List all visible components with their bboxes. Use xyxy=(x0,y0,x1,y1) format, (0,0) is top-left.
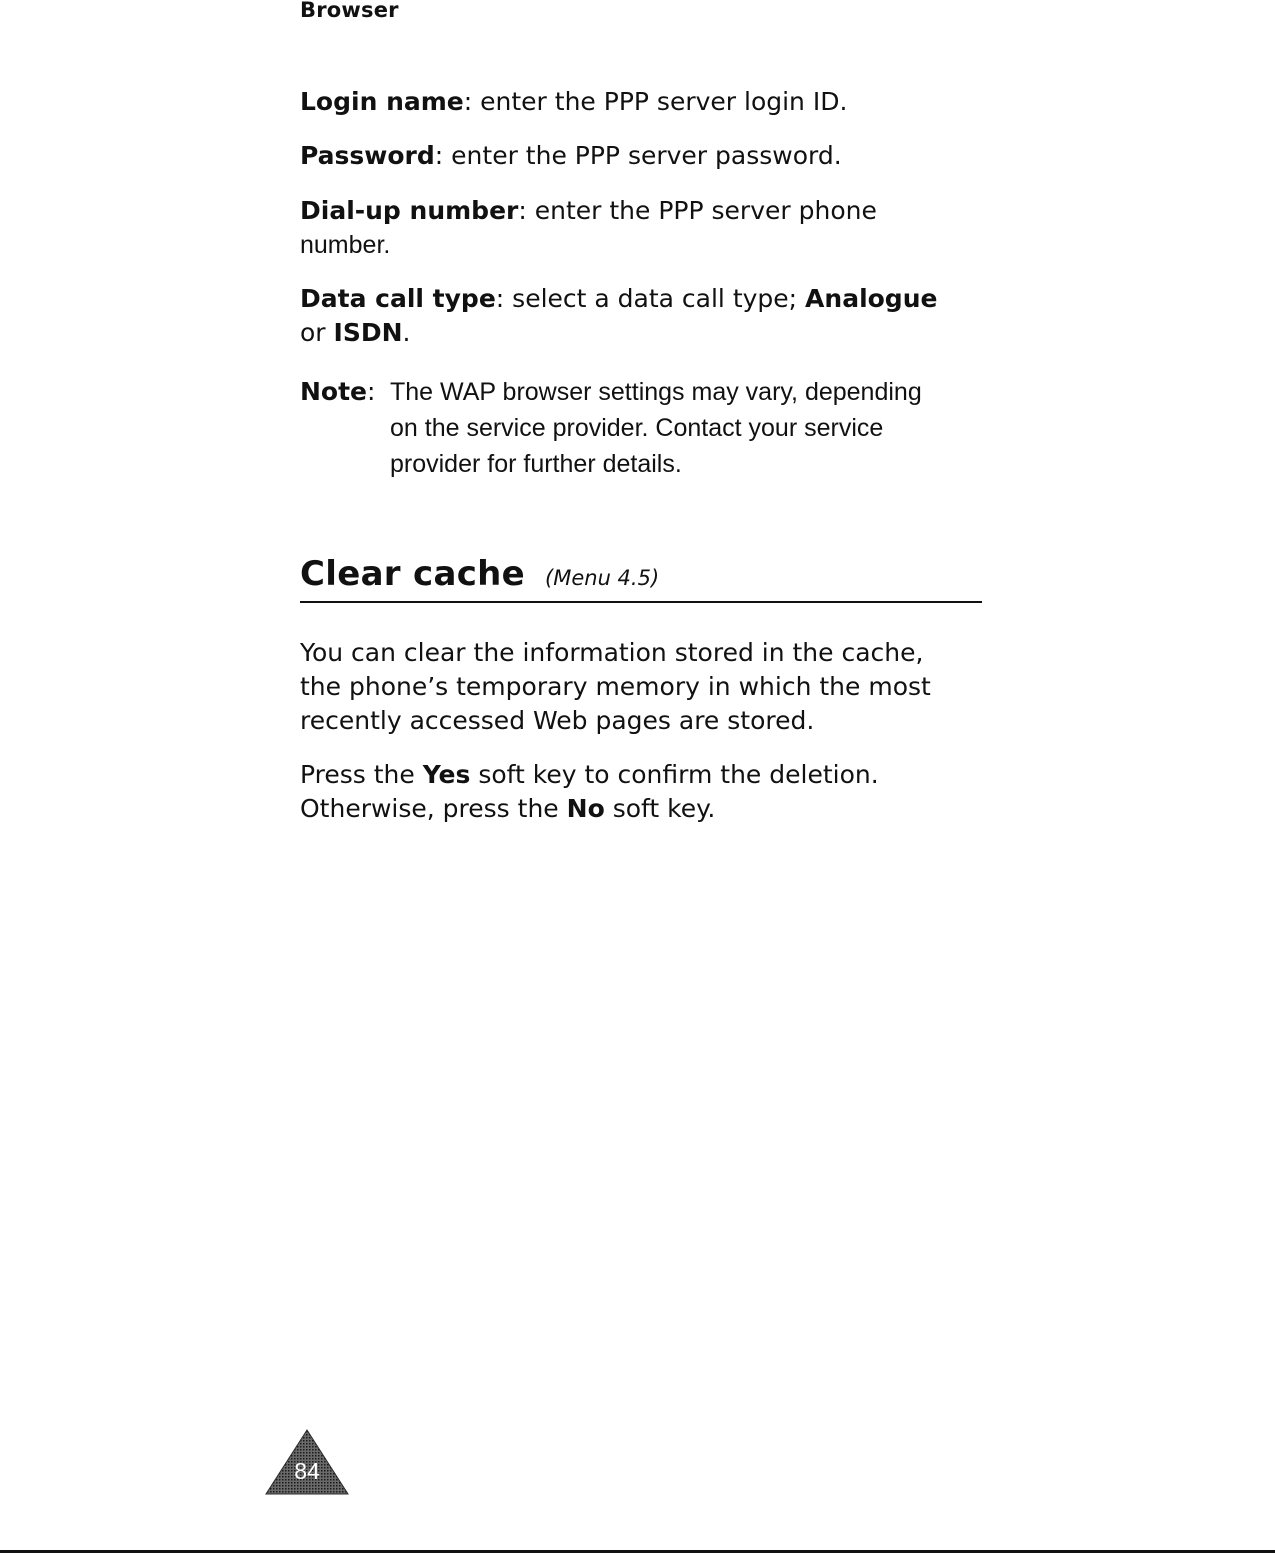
setting-login-name xyxy=(300,85,990,119)
clear-cache-paragraph xyxy=(300,636,990,738)
desc-login-name: enter the PPP server login ID. xyxy=(472,87,848,116)
note-line: provider for further details. xyxy=(390,450,682,478)
text: Otherwise, press the xyxy=(300,794,567,823)
option-isdn: ISDN xyxy=(333,318,403,347)
paragraph-line: the phone’s temporary memory in which the most xyxy=(300,672,931,701)
sep: : xyxy=(495,284,505,313)
desc-or: or xyxy=(300,318,334,347)
page-number: 84 xyxy=(294,1458,320,1484)
desc-data-call-type: select a data call type; xyxy=(504,284,806,313)
section-title: Clear cache xyxy=(300,554,526,594)
yes-key-label: Yes xyxy=(422,760,471,789)
section-heading xyxy=(300,554,982,604)
term-data-call-type: Data call type xyxy=(300,284,496,313)
text: soft key. xyxy=(604,794,716,823)
text: Press the xyxy=(300,760,423,789)
sep: : xyxy=(434,141,444,170)
term-login-name: Login name xyxy=(300,87,464,116)
confirm-paragraph xyxy=(300,758,990,826)
bottom-border xyxy=(0,1550,1275,1553)
text: soft key to confirm the deletion. xyxy=(470,760,879,789)
note-label: Note: xyxy=(300,377,376,406)
desc-dialup-line1: enter the PPP server phone xyxy=(526,196,877,225)
setting-data-call-type xyxy=(300,282,990,350)
sep: : xyxy=(518,196,527,225)
menu-reference: (Menu 4.5) xyxy=(545,566,660,590)
paragraph-line: You can clear the information stored in the cache, xyxy=(300,638,924,667)
page-number-badge xyxy=(264,1428,350,1496)
period: . xyxy=(402,318,411,347)
option-analogue: Analogue xyxy=(805,284,938,313)
no-key-label: No xyxy=(566,794,605,823)
note-line: The WAP browser settings may vary, depending xyxy=(390,378,922,406)
setting-password xyxy=(300,139,990,173)
running-head: Browser xyxy=(300,0,399,22)
desc-dialup-line2: number. xyxy=(300,231,391,259)
note-text xyxy=(390,374,990,482)
note-line: on the service provider. Contact your service xyxy=(390,414,884,442)
term-dialup-number: Dial-up number xyxy=(300,196,519,225)
sep: : xyxy=(463,87,473,116)
heading-rule xyxy=(300,601,982,603)
setting-dialup-number xyxy=(300,194,990,262)
term-password: Password xyxy=(300,141,435,170)
desc-password: enter the PPP server password. xyxy=(443,141,842,170)
paragraph-line: recently accessed Web pages are stored. xyxy=(300,706,815,735)
